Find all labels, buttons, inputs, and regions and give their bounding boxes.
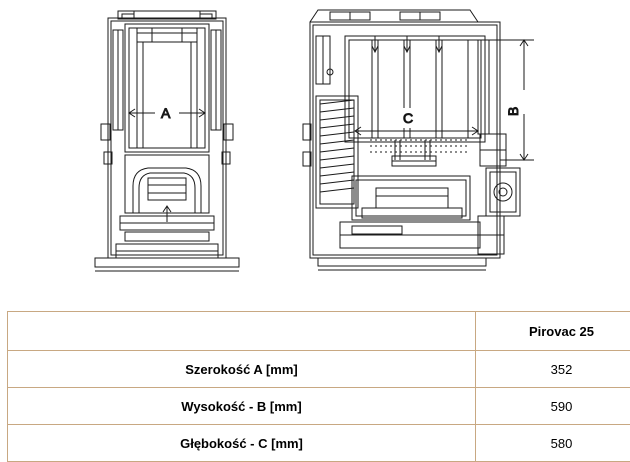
table-header-model: Pirovac 25	[476, 312, 630, 351]
table-row	[8, 388, 630, 425]
dimension-label-b: B	[505, 107, 521, 116]
row-value-depth: 580	[476, 425, 630, 462]
row-label-height: Wysokość - B [mm]	[8, 388, 476, 425]
dimension-label-a: A	[161, 105, 171, 121]
table-row	[8, 425, 630, 462]
table-header-blank	[8, 312, 476, 351]
specification-table	[7, 311, 630, 462]
row-value-height: 590	[476, 388, 630, 425]
table-header-row	[8, 312, 630, 351]
dimension-label-c: C	[403, 110, 413, 126]
side-section-view	[303, 10, 534, 270]
front-elevation-view	[95, 11, 239, 271]
row-label-depth: Głębokość - C [mm]	[8, 425, 476, 462]
table-row	[8, 351, 630, 388]
row-label-width: Szerokość A [mm]	[8, 351, 476, 388]
row-value-width: 352	[476, 351, 630, 388]
